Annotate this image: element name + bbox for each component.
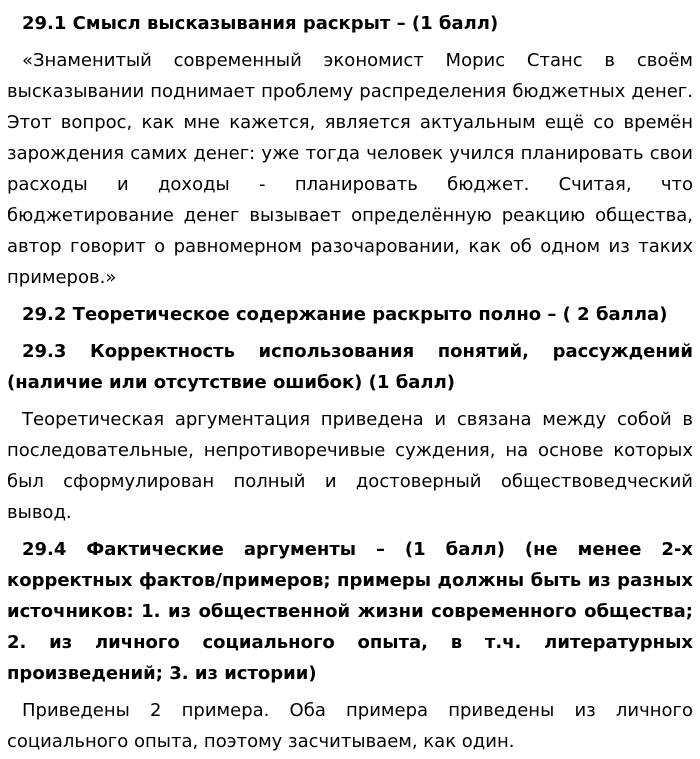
criterion-29-2-title: 29.2 Теоретическое содержание раскрыто полно – ( 2 балла) [22, 304, 668, 325]
criterion-29-4-title: 29.4 Фактические аргументы – (1 балл) (не менее 2-х корректных фактов/примеров; примеры должны быть из разных источников: 1. из общественной жизни современного общества; 2. из личного социального опыта, в т.ч. литературных произведений; 3. из истории) [7, 539, 693, 684]
criterion-29-1-title: 29.1 Смысл высказывания раскрыт – (1 балл) [22, 13, 499, 34]
criterion-29-4-text: Приведены 2 примера. Оба примера приведены из личного социального опыта, поэтому засчитываем, как один. [7, 700, 693, 752]
criterion-29-3-title: 29.3 Корректность использования понятий, рассуждений (наличие или отсутствие ошибок) (1 балл) [7, 341, 693, 393]
criterion-29-1 [7, 8, 693, 293]
criterion-29-1-text: «Знаменитый современный экономист Морис Станс в своём высказывании поднимает проблему распределения бюджетных денег. Этот вопрос, как мне кажется, является актуальным ещё со времён зарождения самих денег: уже тогда человек учился планировать свои расходы и доходы - планировать бюджет. Считая, что бюджетирование денег вызывает определённую реакцию общества, автор говорит о равномерном разочаровании, как об одном из таких примеров.» [7, 50, 693, 288]
criterion-29-2 [7, 299, 693, 330]
criterion-29-4 [7, 534, 693, 757]
criterion-29-3 [7, 336, 693, 528]
criterion-29-3-text: Теоретическая аргументация приведена и связана между собой в последовательные, непротиворечивые суждения, на основе которых был сформулирован полный и достоверный обществоведческий вывод. [7, 409, 693, 523]
